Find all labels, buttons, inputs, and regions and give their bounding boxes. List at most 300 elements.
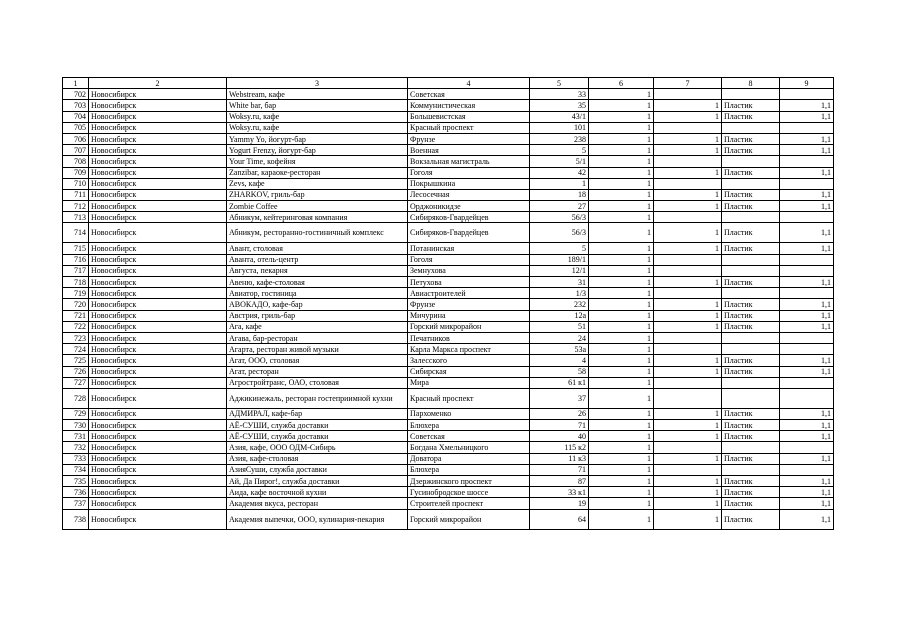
qty-cell: 1 bbox=[654, 201, 722, 212]
house-cell: 189/1 bbox=[530, 254, 589, 265]
material-cell: Пластик bbox=[722, 366, 780, 377]
house-cell: 33 к1 bbox=[530, 487, 589, 498]
count-cell: 1 bbox=[589, 89, 654, 100]
name-cell: ZHARKOV, гриль-бар bbox=[227, 189, 408, 200]
house-cell: 26 bbox=[530, 408, 589, 419]
material-cell: Пластик bbox=[722, 321, 780, 332]
value-cell: 1,1 bbox=[780, 223, 834, 243]
street-cell: Петухова bbox=[408, 277, 530, 288]
qty-cell bbox=[654, 377, 722, 388]
house-cell: 27 bbox=[530, 201, 589, 212]
column-header: 7 bbox=[654, 78, 722, 89]
qty-cell: 1 bbox=[654, 111, 722, 122]
value-cell: 1,1 bbox=[780, 201, 834, 212]
qty-cell: 1 bbox=[654, 453, 722, 464]
count-cell: 1 bbox=[589, 277, 654, 288]
row-number: 708 bbox=[63, 156, 89, 167]
material-cell: Пластик bbox=[722, 201, 780, 212]
city-cell: Новосибирск bbox=[89, 243, 227, 254]
name-cell: Австрия, гриль-бар bbox=[227, 310, 408, 321]
material-cell bbox=[722, 377, 780, 388]
name-cell: Агат, ресторан bbox=[227, 366, 408, 377]
value-cell: 1,1 bbox=[780, 509, 834, 529]
material-cell: Пластик bbox=[722, 243, 780, 254]
house-cell: 5 bbox=[530, 243, 589, 254]
name-cell: Yogurt Frenzy, йогурт-бар bbox=[227, 145, 408, 156]
qty-cell bbox=[654, 442, 722, 453]
value-cell: 1,1 bbox=[780, 420, 834, 431]
count-cell: 1 bbox=[589, 377, 654, 388]
material-cell bbox=[722, 212, 780, 223]
value-cell: 1,1 bbox=[780, 366, 834, 377]
count-cell: 1 bbox=[589, 487, 654, 498]
row-number: 718 bbox=[63, 277, 89, 288]
city-cell: Новосибирск bbox=[89, 355, 227, 366]
count-cell: 1 bbox=[589, 355, 654, 366]
city-cell: Новосибирск bbox=[89, 145, 227, 156]
name-cell: White bar, бар bbox=[227, 100, 408, 111]
name-cell: Академия вкуса, ресторан bbox=[227, 498, 408, 509]
table-row bbox=[63, 431, 834, 442]
material-cell: Пластик bbox=[722, 509, 780, 529]
house-cell: 37 bbox=[530, 388, 589, 408]
name-cell: АЁ-СУШИ, служба доставки bbox=[227, 420, 408, 431]
count-cell: 1 bbox=[589, 223, 654, 243]
house-cell: 19 bbox=[530, 498, 589, 509]
value-cell bbox=[780, 388, 834, 408]
value-cell: 1,1 bbox=[780, 100, 834, 111]
row-number: 725 bbox=[63, 355, 89, 366]
count-cell: 1 bbox=[589, 332, 654, 343]
table-row bbox=[63, 509, 834, 529]
street-cell: Лесосечная bbox=[408, 189, 530, 200]
table-row bbox=[63, 377, 834, 388]
material-cell bbox=[722, 89, 780, 100]
street-cell: Строителей проспект bbox=[408, 498, 530, 509]
row-number: 714 bbox=[63, 223, 89, 243]
count-cell: 1 bbox=[589, 265, 654, 276]
house-cell: 56/3 bbox=[530, 223, 589, 243]
table-row bbox=[63, 388, 834, 408]
row-number: 738 bbox=[63, 509, 89, 529]
house-cell: 71 bbox=[530, 420, 589, 431]
table-row bbox=[63, 299, 834, 310]
house-cell: 56/3 bbox=[530, 212, 589, 223]
qty-cell: 1 bbox=[654, 487, 722, 498]
qty-cell: 1 bbox=[654, 498, 722, 509]
material-cell bbox=[722, 265, 780, 276]
qty-cell: 1 bbox=[654, 277, 722, 288]
material-cell: Пластик bbox=[722, 453, 780, 464]
table-row bbox=[63, 408, 834, 419]
table-row bbox=[63, 243, 834, 254]
value-cell: 1,1 bbox=[780, 277, 834, 288]
value-cell bbox=[780, 178, 834, 189]
qty-cell: 1 bbox=[654, 133, 722, 144]
qty-cell: 1 bbox=[654, 223, 722, 243]
value-cell bbox=[780, 464, 834, 475]
column-header: 8 bbox=[722, 78, 780, 89]
city-cell: Новосибирск bbox=[89, 464, 227, 475]
count-cell: 1 bbox=[589, 408, 654, 419]
street-cell: Авиастроителей bbox=[408, 288, 530, 299]
row-number: 724 bbox=[63, 344, 89, 355]
qty-cell: 1 bbox=[654, 167, 722, 178]
city-cell: Новосибирск bbox=[89, 344, 227, 355]
name-cell: АВОКАДО, кафе-бар bbox=[227, 299, 408, 310]
qty-cell bbox=[654, 332, 722, 343]
column-header: 3 bbox=[227, 78, 408, 89]
count-cell: 1 bbox=[589, 111, 654, 122]
city-cell: Новосибирск bbox=[89, 122, 227, 133]
city-cell: Новосибирск bbox=[89, 332, 227, 343]
city-cell: Новосибирск bbox=[89, 321, 227, 332]
count-cell: 1 bbox=[589, 133, 654, 144]
qty-cell bbox=[654, 178, 722, 189]
city-cell: Новосибирск bbox=[89, 377, 227, 388]
name-cell: Аида, кафе восточной кухни bbox=[227, 487, 408, 498]
value-cell: 1,1 bbox=[780, 453, 834, 464]
row-number: 706 bbox=[63, 133, 89, 144]
value-cell: 1,1 bbox=[780, 498, 834, 509]
qty-cell bbox=[654, 288, 722, 299]
value-cell: 1,1 bbox=[780, 189, 834, 200]
city-cell: Новосибирск bbox=[89, 212, 227, 223]
row-number: 704 bbox=[63, 111, 89, 122]
value-cell bbox=[780, 344, 834, 355]
value-cell bbox=[780, 288, 834, 299]
city-cell: Новосибирск bbox=[89, 100, 227, 111]
table-row bbox=[63, 111, 834, 122]
count-cell: 1 bbox=[589, 310, 654, 321]
name-cell: Ай, Да Пирог!, служба доставки bbox=[227, 476, 408, 487]
count-cell: 1 bbox=[589, 431, 654, 442]
city-cell: Новосибирск bbox=[89, 133, 227, 144]
material-cell: Пластик bbox=[722, 431, 780, 442]
city-cell: Новосибирск bbox=[89, 288, 227, 299]
row-number: 732 bbox=[63, 442, 89, 453]
house-cell: 101 bbox=[530, 122, 589, 133]
name-cell: Абникум, ресторанно-гостиничный комплекс bbox=[227, 223, 408, 243]
table-row bbox=[63, 487, 834, 498]
street-cell: Сибирская bbox=[408, 366, 530, 377]
name-cell: Академия выпечки, ООО, кулинария-пекария bbox=[227, 509, 408, 529]
qty-cell bbox=[654, 464, 722, 475]
name-cell: АзияСуши, служба доставки bbox=[227, 464, 408, 475]
count-cell: 1 bbox=[589, 442, 654, 453]
column-header: 6 bbox=[589, 78, 654, 89]
street-cell: Красный проспект bbox=[408, 122, 530, 133]
street-cell: Сибиряков-Гвардейцев bbox=[408, 223, 530, 243]
table-row bbox=[63, 453, 834, 464]
value-cell: 1,1 bbox=[780, 111, 834, 122]
street-cell: Гоголя bbox=[408, 167, 530, 178]
city-cell: Новосибирск bbox=[89, 388, 227, 408]
city-cell: Новосибирск bbox=[89, 310, 227, 321]
qty-cell bbox=[654, 89, 722, 100]
column-header: 4 bbox=[408, 78, 530, 89]
material-cell bbox=[722, 464, 780, 475]
house-cell: 5 bbox=[530, 145, 589, 156]
name-cell: Zevs, кафе bbox=[227, 178, 408, 189]
count-cell: 1 bbox=[589, 243, 654, 254]
row-number: 711 bbox=[63, 189, 89, 200]
row-number: 734 bbox=[63, 464, 89, 475]
city-cell: Новосибирск bbox=[89, 178, 227, 189]
house-cell: 238 bbox=[530, 133, 589, 144]
qty-cell bbox=[654, 265, 722, 276]
street-cell: Горский микрорайон bbox=[408, 509, 530, 529]
material-cell bbox=[722, 332, 780, 343]
street-cell: Земнухова bbox=[408, 265, 530, 276]
qty-cell: 1 bbox=[654, 420, 722, 431]
street-cell: Военная bbox=[408, 145, 530, 156]
house-cell: 24 bbox=[530, 332, 589, 343]
table-row bbox=[63, 89, 834, 100]
name-cell: Агарта, ресторан живой музыки bbox=[227, 344, 408, 355]
row-number: 723 bbox=[63, 332, 89, 343]
street-cell: Коммунистическая bbox=[408, 100, 530, 111]
house-cell: 71 bbox=[530, 464, 589, 475]
qty-cell: 1 bbox=[654, 476, 722, 487]
count-cell: 1 bbox=[589, 388, 654, 408]
material-cell: Пластик bbox=[722, 223, 780, 243]
count-cell: 1 bbox=[589, 156, 654, 167]
street-cell: Пархоменко bbox=[408, 408, 530, 419]
row-number: 722 bbox=[63, 321, 89, 332]
table-row bbox=[63, 189, 834, 200]
house-cell: 232 bbox=[530, 299, 589, 310]
street-cell: Печатников bbox=[408, 332, 530, 343]
house-cell: 33 bbox=[530, 89, 589, 100]
value-cell: 1,1 bbox=[780, 408, 834, 419]
table-row bbox=[63, 212, 834, 223]
house-cell: 42 bbox=[530, 167, 589, 178]
qty-cell: 1 bbox=[654, 355, 722, 366]
street-cell: Вокзальная магистраль bbox=[408, 156, 530, 167]
material-cell: Пластик bbox=[722, 408, 780, 419]
name-cell: Zombie Coffee bbox=[227, 201, 408, 212]
house-cell: 51 bbox=[530, 321, 589, 332]
column-header: 5 bbox=[530, 78, 589, 89]
city-cell: Новосибирск bbox=[89, 453, 227, 464]
row-number: 721 bbox=[63, 310, 89, 321]
material-cell: Пластик bbox=[722, 145, 780, 156]
name-cell: Your Time, кофейня bbox=[227, 156, 408, 167]
count-cell: 1 bbox=[589, 420, 654, 431]
table-row bbox=[63, 265, 834, 276]
count-cell: 1 bbox=[589, 453, 654, 464]
row-number: 715 bbox=[63, 243, 89, 254]
row-number: 728 bbox=[63, 388, 89, 408]
name-cell: Агат, ООО, столовая bbox=[227, 355, 408, 366]
material-cell bbox=[722, 156, 780, 167]
city-cell: Новосибирск bbox=[89, 277, 227, 288]
material-cell: Пластик bbox=[722, 310, 780, 321]
value-cell: 1,1 bbox=[780, 431, 834, 442]
table-row bbox=[63, 133, 834, 144]
row-number: 716 bbox=[63, 254, 89, 265]
qty-cell: 1 bbox=[654, 243, 722, 254]
qty-cell: 1 bbox=[654, 431, 722, 442]
table-row bbox=[63, 310, 834, 321]
name-cell: Авант, столовая bbox=[227, 243, 408, 254]
name-cell: Авеню, кафе-столовая bbox=[227, 277, 408, 288]
material-cell bbox=[722, 344, 780, 355]
qty-cell bbox=[654, 254, 722, 265]
row-number: 717 bbox=[63, 265, 89, 276]
table-row bbox=[63, 145, 834, 156]
street-cell: Фрунзе bbox=[408, 299, 530, 310]
material-cell: Пластик bbox=[722, 420, 780, 431]
row-number: 719 bbox=[63, 288, 89, 299]
street-cell: Фрунзе bbox=[408, 133, 530, 144]
name-cell: Азия, кафе, ООО ОДМ-Сибирь bbox=[227, 442, 408, 453]
value-cell bbox=[780, 122, 834, 133]
table-row bbox=[63, 178, 834, 189]
count-cell: 1 bbox=[589, 321, 654, 332]
city-cell: Новосибирск bbox=[89, 265, 227, 276]
column-header: 9 bbox=[780, 78, 834, 89]
street-cell: Горский микрорайон bbox=[408, 321, 530, 332]
row-number: 705 bbox=[63, 122, 89, 133]
street-cell: Мира bbox=[408, 377, 530, 388]
material-cell: Пластик bbox=[722, 498, 780, 509]
value-cell: 1,1 bbox=[780, 299, 834, 310]
table-row bbox=[63, 277, 834, 288]
house-cell: 1 bbox=[530, 178, 589, 189]
material-cell bbox=[722, 442, 780, 453]
material-cell: Пластик bbox=[722, 189, 780, 200]
street-cell: Орджоникидзе bbox=[408, 201, 530, 212]
street-cell: Богдана Хмельницкого bbox=[408, 442, 530, 453]
row-number: 710 bbox=[63, 178, 89, 189]
qty-cell: 1 bbox=[654, 299, 722, 310]
count-cell: 1 bbox=[589, 145, 654, 156]
name-cell: Woksy.ru, кафе bbox=[227, 111, 408, 122]
table-row bbox=[63, 476, 834, 487]
name-cell: АЁ-СУШИ, служба доставки bbox=[227, 431, 408, 442]
city-cell: Новосибирск bbox=[89, 254, 227, 265]
qty-cell: 1 bbox=[654, 509, 722, 529]
row-number: 702 bbox=[63, 89, 89, 100]
count-cell: 1 bbox=[589, 122, 654, 133]
house-cell: 5/1 bbox=[530, 156, 589, 167]
material-cell: Пластик bbox=[722, 133, 780, 144]
name-cell: Авиатор, гостиница bbox=[227, 288, 408, 299]
count-cell: 1 bbox=[589, 212, 654, 223]
row-number: 703 bbox=[63, 100, 89, 111]
material-cell: Пластик bbox=[722, 167, 780, 178]
street-cell: Доватора bbox=[408, 453, 530, 464]
table-row bbox=[63, 167, 834, 178]
name-cell: Аванта, отель-центр bbox=[227, 254, 408, 265]
name-cell: Ага, кафе bbox=[227, 321, 408, 332]
city-cell: Новосибирск bbox=[89, 89, 227, 100]
row-number: 735 bbox=[63, 476, 89, 487]
count-cell: 1 bbox=[589, 201, 654, 212]
table-row bbox=[63, 288, 834, 299]
qty-cell: 1 bbox=[654, 189, 722, 200]
material-cell bbox=[722, 288, 780, 299]
city-cell: Новосибирск bbox=[89, 442, 227, 453]
row-number: 709 bbox=[63, 167, 89, 178]
city-cell: Новосибирск bbox=[89, 201, 227, 212]
house-cell: 4 bbox=[530, 355, 589, 366]
material-cell: Пластик bbox=[722, 111, 780, 122]
city-cell: Новосибирск bbox=[89, 420, 227, 431]
value-cell: 1,1 bbox=[780, 476, 834, 487]
qty-cell: 1 bbox=[654, 145, 722, 156]
count-cell: 1 bbox=[589, 178, 654, 189]
value-cell bbox=[780, 254, 834, 265]
material-cell: Пластик bbox=[722, 100, 780, 111]
city-cell: Новосибирск bbox=[89, 167, 227, 178]
name-cell: Агава, бар-ресторан bbox=[227, 332, 408, 343]
row-number: 720 bbox=[63, 299, 89, 310]
city-cell: Новосибирск bbox=[89, 509, 227, 529]
count-cell: 1 bbox=[589, 498, 654, 509]
material-cell bbox=[722, 254, 780, 265]
table-row bbox=[63, 254, 834, 265]
value-cell bbox=[780, 377, 834, 388]
row-number: 726 bbox=[63, 366, 89, 377]
qty-cell bbox=[654, 388, 722, 408]
street-cell: Советская bbox=[408, 89, 530, 100]
value-cell: 1,1 bbox=[780, 167, 834, 178]
material-cell bbox=[722, 122, 780, 133]
material-cell: Пластик bbox=[722, 277, 780, 288]
house-cell: 43/1 bbox=[530, 111, 589, 122]
street-cell: Гоголя bbox=[408, 254, 530, 265]
house-cell: 64 bbox=[530, 509, 589, 529]
name-cell: Агростройтранс, ОАО, столовая bbox=[227, 377, 408, 388]
house-cell: 61 к1 bbox=[530, 377, 589, 388]
value-cell bbox=[780, 332, 834, 343]
qty-cell bbox=[654, 156, 722, 167]
value-cell: 1,1 bbox=[780, 321, 834, 332]
row-number: 707 bbox=[63, 145, 89, 156]
value-cell: 1,1 bbox=[780, 487, 834, 498]
qty-cell bbox=[654, 122, 722, 133]
city-cell: Новосибирск bbox=[89, 487, 227, 498]
name-cell: Абникум, кейтеринговая компания bbox=[227, 212, 408, 223]
table-row bbox=[63, 355, 834, 366]
table-row bbox=[63, 332, 834, 343]
value-cell bbox=[780, 212, 834, 223]
row-number: 731 bbox=[63, 431, 89, 442]
count-cell: 1 bbox=[589, 288, 654, 299]
material-cell: Пластик bbox=[722, 355, 780, 366]
qty-cell: 1 bbox=[654, 321, 722, 332]
row-number: 712 bbox=[63, 201, 89, 212]
count-cell: 1 bbox=[589, 254, 654, 265]
name-cell: Zanzibar, караоке-ресторан bbox=[227, 167, 408, 178]
city-cell: Новосибирск bbox=[89, 156, 227, 167]
name-cell: Woksy.ru, кафе bbox=[227, 122, 408, 133]
table-body bbox=[63, 89, 834, 529]
name-cell: Августа, пекарня bbox=[227, 265, 408, 276]
count-cell: 1 bbox=[589, 344, 654, 355]
house-cell: 12a bbox=[530, 310, 589, 321]
city-cell: Новосибирск bbox=[89, 366, 227, 377]
house-cell: 115 к2 bbox=[530, 442, 589, 453]
street-cell: Красный проспект bbox=[408, 388, 530, 408]
count-cell: 1 bbox=[589, 509, 654, 529]
street-cell: Большевистская bbox=[408, 111, 530, 122]
street-cell: Покрышкина bbox=[408, 178, 530, 189]
table-row bbox=[63, 223, 834, 243]
